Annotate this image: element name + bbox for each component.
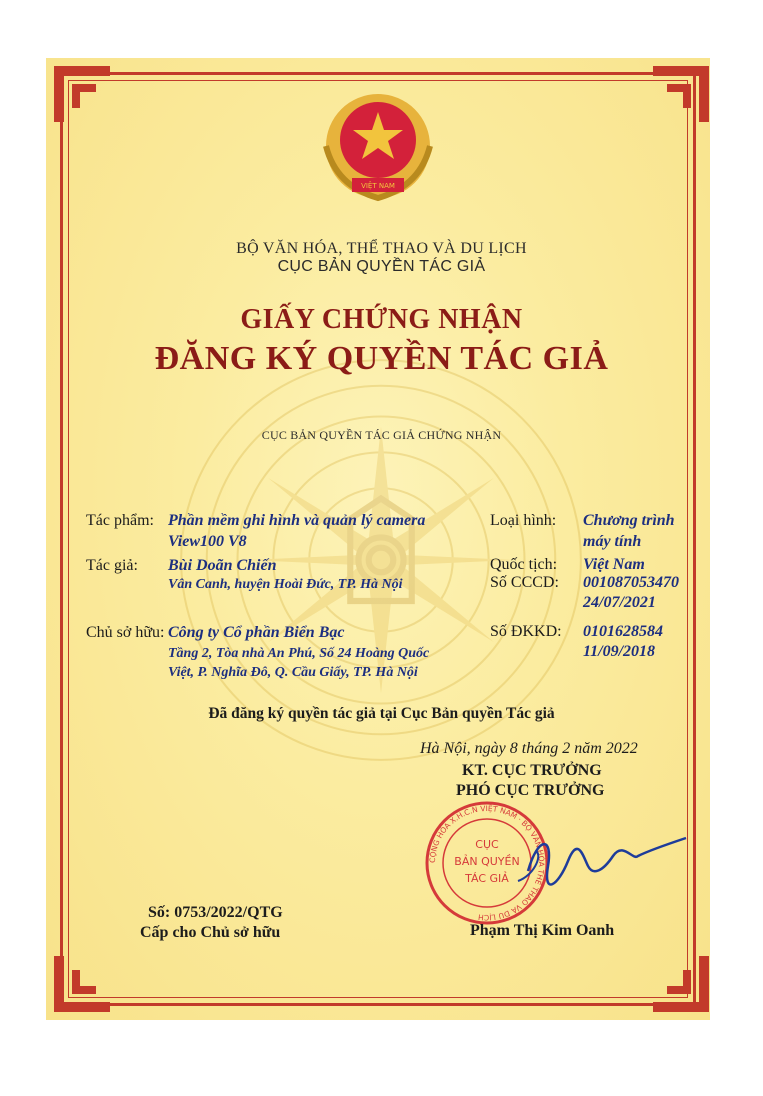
- work-label: Tác phẩm:: [86, 512, 154, 529]
- type-line1: Chương trình: [583, 512, 675, 529]
- owner-label: Chủ sở hữu:: [86, 624, 165, 641]
- id-label: Số CCCD:: [490, 574, 559, 591]
- corner-ornament-top-right: [643, 62, 713, 132]
- id-date: 24/07/2021: [583, 594, 656, 611]
- reg-date: 11/09/2018: [583, 643, 656, 660]
- place-date: Hà Nội, ngày 8 tháng 2 năm 2022: [420, 740, 638, 757]
- id-number: 001087053470: [583, 574, 679, 591]
- certificate-title: GIẤY CHỨNG NHẬN: [240, 304, 523, 335]
- svg-text:CỤC: CỤC: [475, 838, 499, 851]
- handwritten-signature: [498, 826, 688, 896]
- corner-ornament-bottom-left: [50, 946, 120, 1016]
- registered-statement: Đã đăng ký quyền tác giả tại Cục Bản quyền Tác giả: [208, 705, 555, 722]
- owner-name: Công ty Cổ phần Biển Bạc: [168, 624, 345, 641]
- corner-ornament-bottom-right: [643, 946, 713, 1016]
- type-line2: máy tính: [583, 533, 642, 550]
- nationality-label: Quốc tịch:: [490, 556, 558, 573]
- ministry-name: BỘ VĂN HÓA, THỂ THAO VÀ DU LỊCH: [236, 240, 527, 257]
- issued-to: Cấp cho Chủ sở hữu: [140, 924, 281, 941]
- work-title-line1: Phần mềm ghi hình và quản lý camera: [168, 512, 426, 529]
- corner-ornament-top-left: [50, 62, 120, 132]
- reg-label: Số ĐKKD:: [490, 623, 562, 640]
- author-name: Bùi Doãn Chiến: [168, 557, 277, 574]
- signer-role-2: PHÓ CỤC TRƯỞNG: [456, 782, 605, 799]
- svg-text:VIỆT NAM: VIỆT NAM: [361, 182, 395, 190]
- svg-text:TÁC GIẢ: TÁC GIẢ: [465, 872, 509, 885]
- owner-address-line1: Tầng 2, Tòa nhà An Phú, Số 24 Hoàng Quốc: [168, 646, 430, 661]
- type-label: Loại hình:: [490, 512, 557, 529]
- author-label: Tác giả:: [86, 557, 138, 574]
- reg-number: 0101628584: [583, 623, 663, 640]
- author-address: Vân Canh, huyện Hoài Đức, TP. Hà Nội: [168, 577, 403, 592]
- work-title-line2: View100 V8: [168, 533, 247, 550]
- nationality-value: Việt Nam: [583, 556, 645, 573]
- certificate-number: Số: 0753/2022/QTG: [148, 904, 283, 921]
- signer-name: Phạm Thị Kim Oanh: [470, 922, 615, 939]
- certificate-subtitle: ĐĂNG KÝ QUYỀN TÁC GIẢ: [154, 340, 609, 377]
- national-emblem: [316, 86, 440, 210]
- certifies-line: CỤC BẢN QUYỀN TÁC GIẢ CHỨNG NHẬN: [261, 428, 502, 442]
- signer-role-1: KT. CỤC TRƯỞNG: [462, 762, 602, 779]
- department-name: CỤC BẢN QUYỀN TÁC GIẢ: [277, 258, 486, 275]
- svg-text:BẢN QUYỀN: BẢN QUYỀN: [454, 855, 520, 868]
- svg-text:CỘNG HÒA X.H.C.N VIỆT NAM · BỘ: CỘNG HÒA X.H.C.N VIỆT NAM · BỘ VĂN HÓA THỂ THAO VÀ DU LỊCH: [427, 803, 547, 923]
- owner-address-line2: Việt, P. Nghĩa Đô, Q. Cầu Giấy, TP. Hà Nội: [168, 665, 418, 680]
